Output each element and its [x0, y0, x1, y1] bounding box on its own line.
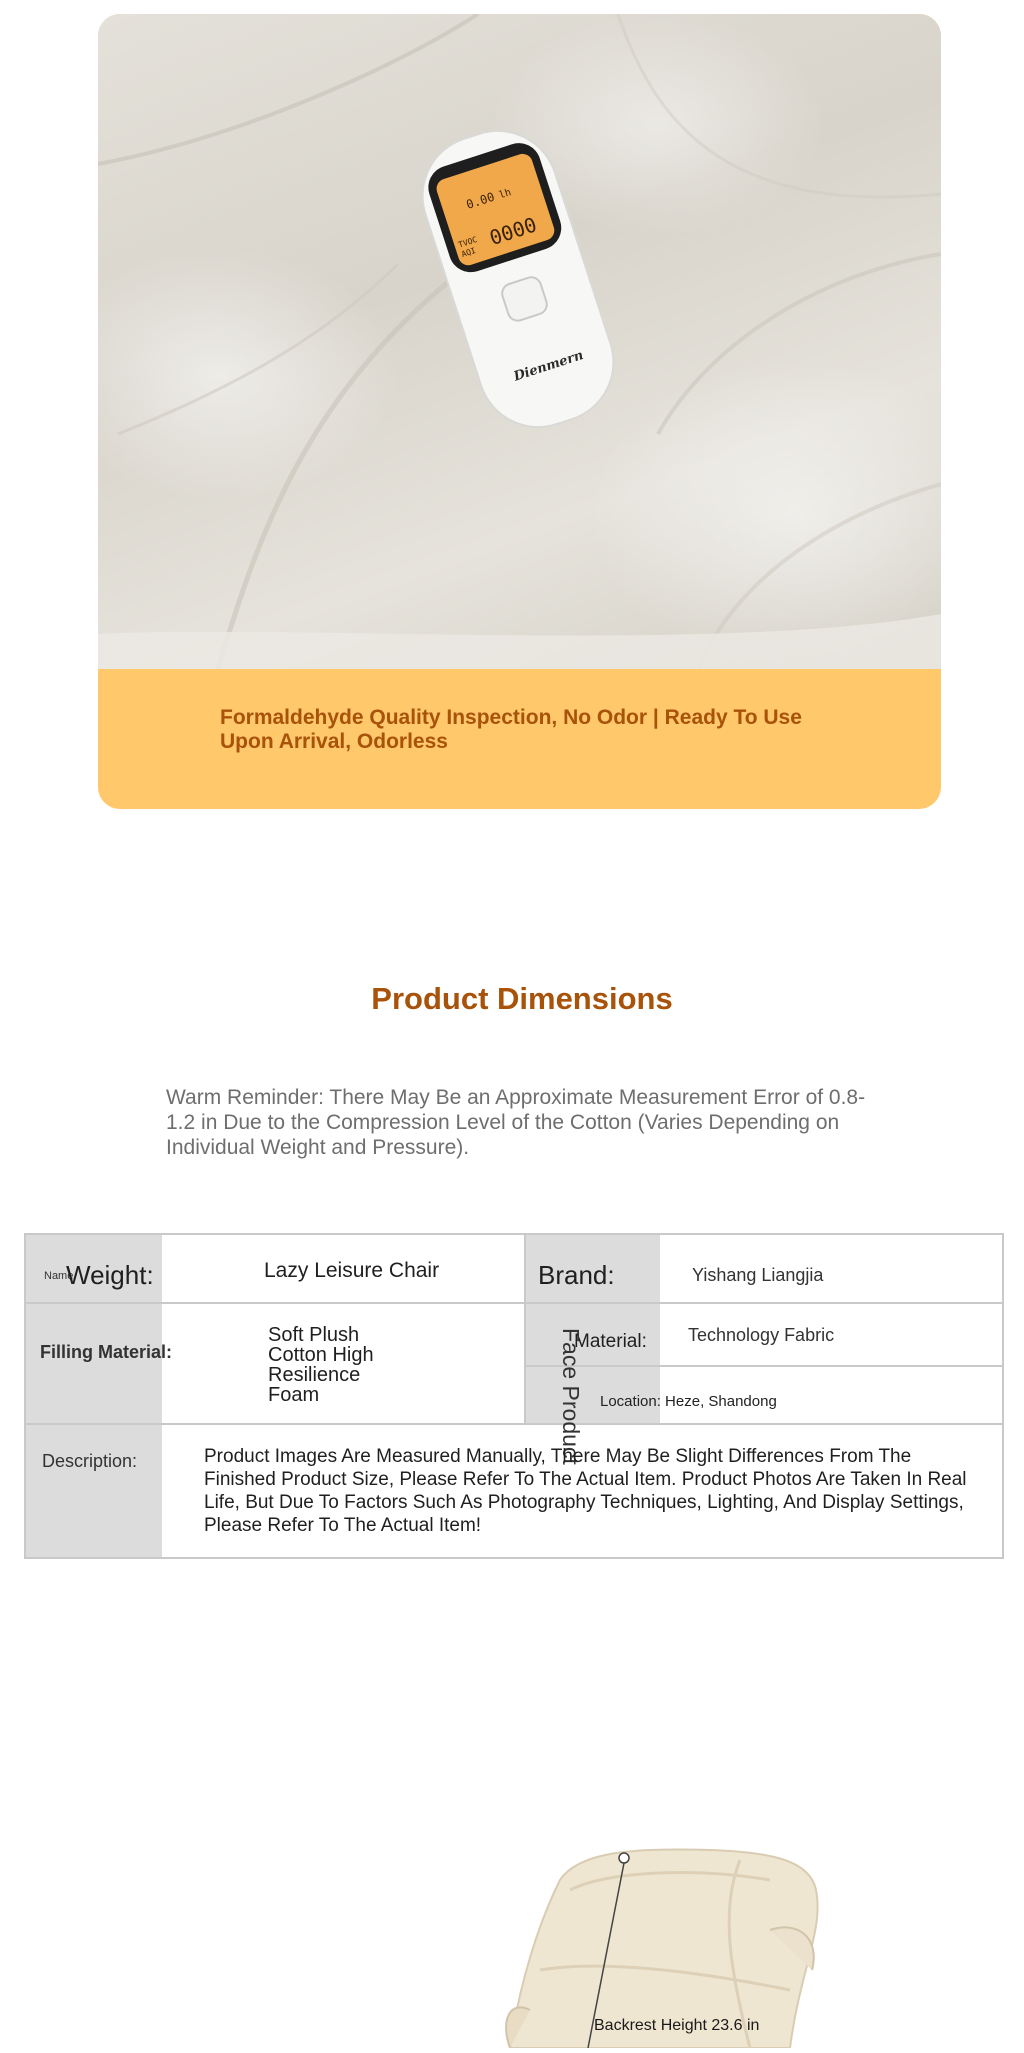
row-divider [26, 1302, 1002, 1304]
material-label: Material: [574, 1331, 647, 1352]
filling-material-line: Soft Plush [268, 1324, 360, 1346]
tvoc-meter-device [407, 115, 629, 442]
name-value: Lazy Leisure Chair [264, 1259, 440, 1282]
material-value: Technology Fabric [688, 1325, 835, 1345]
device-screen-digits: 0000 [486, 212, 540, 251]
description-value: Product Images Are Measured Manually, There May Be Slight Differences From The Finished Product Size, Please Refer To The Actual Item. Product Photos Are Taken In Real Life, But Due To Factors Such As Photography Techniques, Lighting, And Display Settings, Please Refer To The Actual Item! [204, 1446, 967, 1536]
spec-table [24, 1233, 1004, 1559]
hero-card [98, 14, 941, 809]
weight-label: Weight: [66, 1260, 154, 1290]
section-title: Product Dimensions [371, 981, 673, 1016]
cushion-and-device-illustration [98, 14, 941, 669]
backrest-height-label: Backrest Height 23.6 in [594, 2017, 760, 2034]
filling-material-line: Foam [268, 1384, 320, 1406]
warm-reminder: Warm Reminder: There May Be an Approximate Measurement Error of 0.8-1.2 in Due to the Compression Level of the Cotton (Varies Depending on Individual Weight and Pressure). [166, 1086, 866, 1159]
brand-label: Brand: [538, 1260, 615, 1290]
product-photo-thermometer-on-cushion [98, 14, 941, 669]
filling-material-label: Filling Material: [40, 1342, 173, 1362]
vertical-overlay-text: Face Product [558, 1328, 584, 1465]
chair-illustration [440, 1820, 840, 2048]
device-brand-mark: Dienmern [511, 348, 586, 385]
filling-material-line: Resilience [268, 1364, 361, 1386]
row-divider [524, 1365, 1002, 1367]
device-screen-aqi: AQI [460, 245, 477, 259]
filling-material-line: Cotton High [268, 1344, 374, 1366]
description-label: Description: [42, 1451, 138, 1471]
column-divider [524, 1235, 526, 1425]
name-label: Name [44, 1270, 74, 1282]
row-divider [26, 1423, 1002, 1425]
device-screen-unit: lh [497, 187, 513, 202]
device-screen-tvoc: TVOC [457, 234, 479, 250]
device-screen-reading: 0.00 [464, 189, 497, 212]
dimension-marker [619, 1853, 629, 1863]
filling-material-value [268, 1325, 374, 1405]
hero-caption: Formaldehyde Quality Inspection, No Odor | Ready To Use Upon Arrival, Odorless [220, 706, 802, 753]
chair-photo [440, 1820, 840, 2048]
brand-value: Yishang Liangjia [692, 1265, 824, 1285]
location-text: Location: Heze, Shandong [600, 1393, 777, 1410]
